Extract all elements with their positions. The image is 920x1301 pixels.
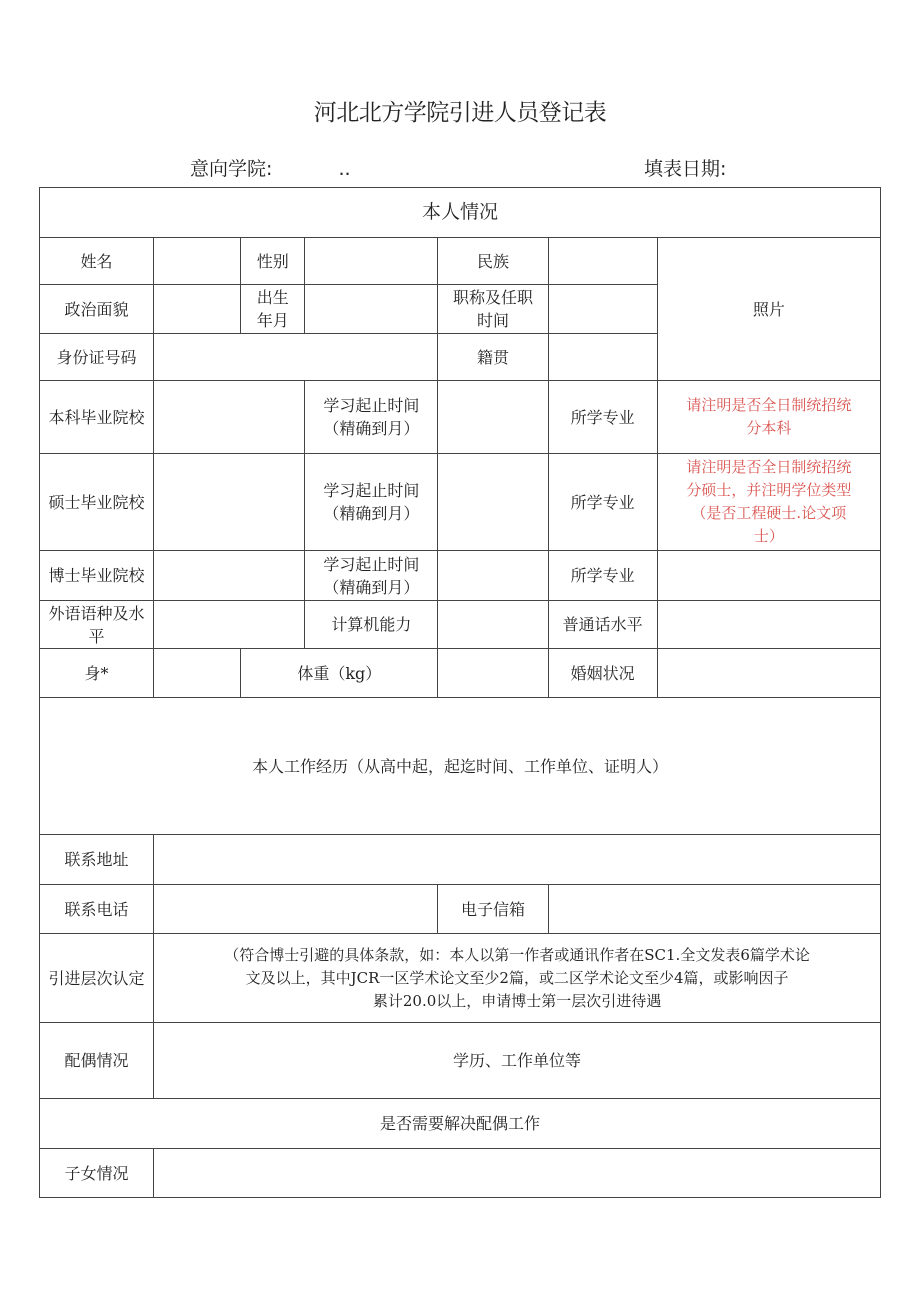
introduction-level-label: 引进层次认定 [40,934,154,1023]
birth-field[interactable] [305,285,438,334]
doctor-major-field[interactable] [657,551,880,601]
master-note-text: 请注明是否全日制统招统 分硕士，并注明学位类型 （是否工程硬士.论文项 士） [686,458,852,545]
children-label: 子女情况 [40,1149,154,1198]
doctor-study-time-label [305,551,438,601]
master-study-time-text: 学习起止时间 （精确到月） [323,481,420,523]
phone-label: 联系电话 [40,885,154,934]
mandarin-field[interactable] [657,601,880,649]
section-title: 本人情况 [40,188,881,238]
bachelor-major-note[interactable] [657,381,880,454]
spouse-job-question[interactable]: 是否需要解决配偶工作 [40,1099,881,1149]
bachelor-school-label: 本科毕业院校 [40,381,154,454]
bachelor-study-time-text: 学习起止时间 （精确到月） [323,396,420,438]
master-major-label: 所学专业 [548,454,657,551]
email-field[interactable] [548,885,880,934]
doctor-major-label: 所学专业 [548,551,657,601]
registration-form-table [39,187,881,1198]
college-label: 意向学院: [190,158,273,180]
ethnicity-field[interactable] [548,238,657,285]
id-number-field[interactable] [154,334,438,381]
native-place-label: 籍贯 [438,334,548,381]
height-field[interactable] [154,649,241,698]
name-field[interactable] [154,238,241,285]
weight-label: 体重（kg） [241,649,438,698]
gender-field[interactable] [305,238,438,285]
language-field[interactable] [154,601,305,649]
bachelor-study-time-field[interactable] [438,381,548,454]
doctor-study-time-field[interactable] [438,551,548,601]
birth-label [241,285,305,334]
address-label: 联系地址 [40,835,154,885]
master-study-time-field[interactable] [438,454,548,551]
gender-label: 性别 [241,238,305,285]
phone-field[interactable] [154,885,438,934]
introduction-level-note: （符合博士引避的具体条款，如：本人以第一作者或通讯作者在SC1.全文发表6篇学术论 文及以上，其中JCR一区学术论文至少2篇，或二区学术论文至少4篇，或影响因子 累计20.0以上，申请博士第一层次引进待遇 [224,945,810,1010]
bachelor-note-text: 请注明是否全日制统招统 分本科 [686,396,852,437]
fill-date-label: 填表日期: [644,158,727,180]
college-meta [190,154,351,181]
name-label: 姓名 [40,238,154,285]
work-history-label: 本人工作经历（从高中起，起迄时间、工作单位、证明人） [251,756,668,776]
title-time-label [438,285,548,334]
political-status-field[interactable] [154,285,241,334]
spouse-label: 配偶情况 [40,1023,154,1099]
master-study-time-label [305,454,438,551]
weight-field[interactable] [438,649,548,698]
email-label: 电子信箱 [438,885,548,934]
bachelor-study-time-label [305,381,438,454]
marital-field[interactable] [657,649,880,698]
doctor-school-label: 博士毕业院校 [40,551,154,601]
computer-label: 计算机能力 [305,601,438,649]
mandarin-label: 普通话水平 [548,601,657,649]
native-place-field[interactable] [548,334,657,381]
master-major-note[interactable] [657,454,880,551]
doctor-study-time-text: 学习起止时间 （精确到月） [323,554,420,597]
bachelor-major-label: 所学专业 [548,381,657,454]
title-time-label-text: 职称及任职 时间 [452,288,533,330]
spouse-note: 学历、工作单位等 [453,1051,582,1070]
address-field[interactable] [154,835,881,885]
photo-cell[interactable]: 照片 [657,238,880,381]
bachelor-school-field[interactable] [154,381,305,454]
height-label: 身* [40,649,154,698]
marital-label: 婚姻状况 [548,649,657,698]
work-history-section[interactable] [40,698,881,835]
ethnicity-label: 民族 [438,238,548,285]
title-time-field[interactable] [548,285,657,334]
doctor-school-field[interactable] [154,551,305,601]
political-status-label: 政治面貌 [40,285,154,334]
master-school-label: 硕士毕业院校 [40,454,154,551]
computer-field[interactable] [438,601,548,649]
spouse-field[interactable] [154,1023,881,1099]
language-label-text: 外语语种及水 平 [48,603,145,646]
children-field[interactable] [154,1149,881,1198]
college-value[interactable]: .. [338,158,351,180]
id-number-label: 身份证号码 [40,334,154,381]
introduction-level-field[interactable] [154,934,881,1023]
form-title: 河北北方学院引进人员登记表 [313,100,607,126]
language-label [40,601,154,649]
master-school-field[interactable] [154,454,305,551]
birth-label-text: 出生 年月 [256,288,289,330]
